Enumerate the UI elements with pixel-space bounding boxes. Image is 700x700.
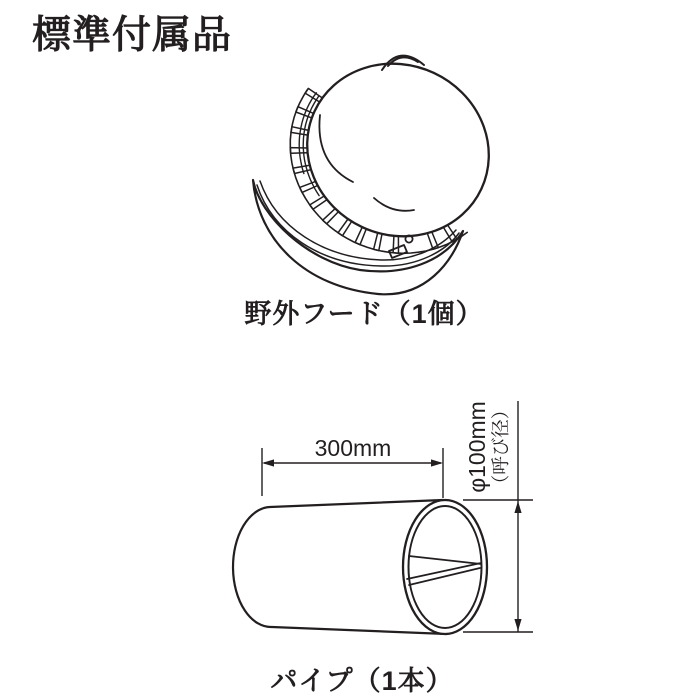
length-dimension-label: 300mm — [314, 435, 392, 461]
hood-label: 野外フード（1個） — [244, 299, 484, 329]
page-title: 標準付属品 — [32, 14, 233, 57]
arrow-left-icon — [262, 459, 274, 466]
arrow-right-icon — [431, 459, 443, 466]
pipe-label: パイプ（1本） — [270, 666, 454, 696]
arrow-down-icon — [514, 619, 521, 631]
arrow-up-icon — [514, 501, 521, 513]
hood-marking-icon — [389, 235, 413, 258]
pipe-drawing — [233, 500, 487, 634]
outdoor-hood-drawing — [253, 34, 517, 294]
hood-dome — [279, 34, 518, 266]
diameter-value: φ100mm — [464, 401, 490, 493]
pipe-opening-outer — [403, 500, 487, 634]
diameter-note: （呼び径） — [490, 400, 511, 494]
